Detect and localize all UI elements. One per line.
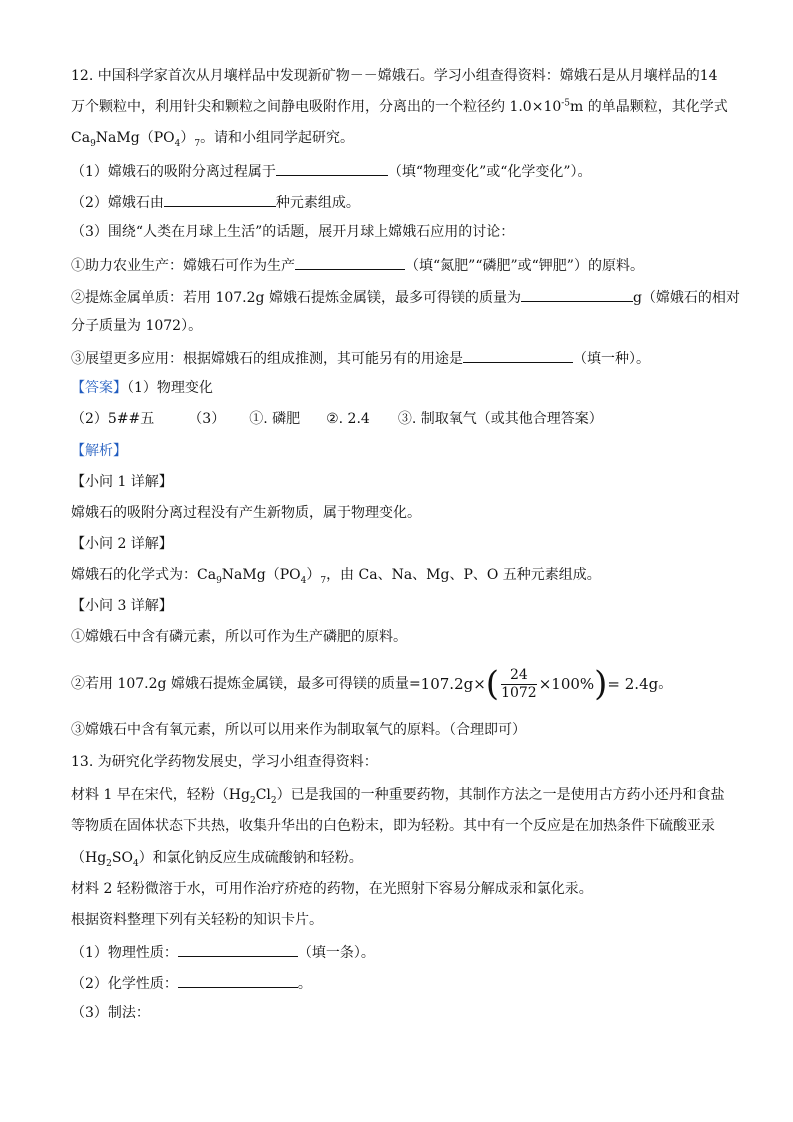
fraction [501, 667, 537, 702]
q12-stem-text-2a: 万个颗粒中，利用针尖和颗粒之间静电吸附作用，分离出的一个粒径约 1.0×10 [71, 99, 562, 115]
q13-part1-text-b: （填一条）。 [297, 945, 375, 961]
q12-stem-line1 [71, 66, 718, 86]
q12-part3-3 [71, 347, 650, 369]
q13-material1-line3 [71, 848, 363, 868]
answer-line-2 [71, 409, 603, 429]
q12-formula-paren: ） [180, 130, 195, 146]
q13-m1-sub2: 2 [270, 795, 277, 806]
sub2-text-d: ，由 Ca、Na、Mg、P、O 五种元素组成。 [326, 567, 601, 583]
q12-stem-text-2b: m 的单晶颗粒，其化学式 [570, 99, 728, 115]
sub3-2-result: = 2.4g [607, 675, 659, 693]
q12-formula-sub2: 4 [174, 138, 181, 149]
q12-part3-2-cont [71, 316, 202, 336]
q13-m2-text: 材料 2 轻粉微溶于水，可用作治疗疥疮的药物，在光照射下容易分解成汞和氯化汞。 [71, 881, 593, 897]
answer-line [71, 378, 213, 398]
q12-part3-2-text-c: 分子质量为 1072）。 [71, 318, 203, 334]
q12-stem-text-1: 12. 中国科学家首次从月壤样品中发现新矿物－－嫦娥石。学习小组查得资料：嫦娥石是从月壤样品的14 [71, 68, 718, 84]
sub2-text-a: 嫦娥石的化学式为：Ca [71, 567, 217, 583]
sub3-2-formula-line [71, 664, 672, 704]
q13-m1-line3-a: （Hg [71, 850, 107, 866]
answer-part2: （2）5##五 [71, 411, 155, 427]
q13-part2-blank[interactable] [178, 972, 298, 988]
answer-part3-2: ②. 2.4 [326, 411, 370, 427]
sub2-formula-sub1: 9 [216, 575, 222, 586]
sub3-2-mass: 107.2g [420, 675, 474, 693]
sub3-2-end: 。 [658, 676, 673, 692]
answer-tag: 【答案】 [71, 380, 127, 396]
q13-stem-text: 13. 为研究化学药物发展史，学习小组查得资料： [71, 754, 378, 770]
q12-part3-2-blank[interactable] [521, 286, 633, 302]
q12-stem-line2 [71, 97, 728, 117]
analysis-tag: 【解析】 [71, 443, 127, 459]
analysis-tag-line [71, 441, 127, 461]
q12-part1-blank[interactable] [276, 160, 388, 176]
q12-part3 [71, 222, 514, 242]
fraction-numerator: 24 [501, 667, 537, 685]
q12-part2-text-a: （2）嫦娥石由 [71, 195, 164, 211]
q13-part3-text: （3）制法： [71, 1005, 150, 1021]
q13-material2-line [71, 879, 593, 899]
q12-part3-3-text-b: （填一种）。 [573, 351, 650, 367]
sub3-2-text-a: ②若用 107.2g 嫦娥石提炼金属镁，最多可得镁的质量= [71, 676, 421, 692]
q13-m1-line3-sub2: 4 [132, 858, 139, 869]
q12-part3-1-blank[interactable] [295, 254, 405, 270]
q13-m1-line3-c: ）和氯化钠反应生成硫酸钠和轻粉。 [138, 850, 363, 866]
q12-stem-text-3d: 。请和小组同学起研究。 [200, 130, 355, 146]
q13-m1-text-c: ）已是我国的一种重要药物，其制作方法之一是使用古方药小还丹和食盐 [276, 787, 725, 803]
q13-m1-text-a: 材料 1 早在宋代，轻粉（Hg [71, 787, 250, 803]
q12-exponent: -5 [561, 98, 571, 109]
answer-part3: （3） [188, 411, 226, 427]
sub3-title-line [71, 596, 173, 616]
q12-formula-sub1: 9 [90, 138, 96, 149]
answer-part1: （1）物理变化 [127, 380, 213, 396]
q13-intro-text: 根据资料整理下列有关轻粉的知识卡片。 [71, 912, 323, 928]
q13-m1-line3-b: SO [111, 850, 133, 866]
right-paren-icon: ) [594, 664, 608, 704]
q12-part3-2-text-a: ②提炼金属单质：若用 107.2g 嫦娥石提炼金属镁，最多可得镁的质量为 [71, 290, 521, 306]
q13-part1-text-a: （1）物理性质： [71, 945, 178, 961]
sub2-text-b: NaMg（PO [221, 567, 301, 583]
q13-part1-blank[interactable] [178, 941, 298, 957]
q13-material1-line2 [71, 816, 715, 836]
sub1-title-line [71, 472, 173, 492]
fraction-denominator: 1072 [501, 684, 537, 701]
sub2-text-c: ） [306, 567, 321, 583]
q13-m1-sub1: 2 [249, 795, 256, 806]
q12-part1 [71, 160, 592, 182]
sub2-text-line [71, 565, 601, 585]
sub2-formula-sub2: 4 [300, 575, 307, 586]
q12-part3-text: （3）围绕“人类在月球上生活”的话题，展开月球上嫦娥石应用的讨论： [71, 224, 515, 240]
q12-part3-2 [71, 286, 740, 308]
sub2-title-line [71, 534, 173, 554]
q12-part3-1-text-b: （填“氮肥”“磷肥”或“钾肥”）的原料。 [405, 258, 644, 274]
answer-part3-1: ①. 磷肥 [249, 411, 301, 427]
q12-formula-ca: Ca [71, 130, 91, 146]
q12-formula-sub3: 7 [194, 138, 201, 149]
q12-part3-3-text-a: ③展望更多应用：根据嫦娥石的组成推测，其可能另有的用途是 [71, 351, 463, 367]
sub3-3-line [71, 720, 526, 740]
q12-part2-blank[interactable] [164, 191, 276, 207]
q12-part3-1-text-a: ①助力农业生产：嫦娥石可作为生产 [71, 258, 295, 274]
sub3-1-line [71, 627, 407, 647]
q12-part1-text-a: （1）嫦娥石的吸附分离过程属于 [71, 164, 276, 180]
q13-m1-line3-sub1: 2 [106, 858, 112, 869]
q13-m1-line2-text: 等物质在固体状态下共热，收集升华出的白色粉末，即为轻粉。其中有一个反应是在加热条件下硫酸亚汞 [71, 818, 715, 834]
sub2-formula-sub3: 7 [320, 575, 327, 586]
q12-stem-line3 [71, 128, 354, 148]
q13-intro-line [71, 910, 323, 930]
sub1-title: 【小问 1 详解】 [71, 474, 173, 490]
left-paren-icon: ( [485, 664, 500, 704]
sub3-1-text: ①嫦娥石中含有磷元素，所以可作为生产磷肥的原料。 [71, 629, 407, 645]
sub3-3-text: ③嫦娥石中含有氧元素，所以可以用来作为制取氧气的原料。（合理即可） [71, 722, 526, 738]
sub1-text-line [71, 503, 421, 523]
q13-part2 [71, 972, 312, 994]
q13-m1-text-b: Cl [255, 787, 271, 803]
answer-part3-3: ③. 制取氧气（或其他合理答案） [397, 411, 603, 427]
q12-part2 [71, 191, 360, 213]
q13-stem-line [71, 752, 378, 772]
q12-formula-namgpo: NaMg（PO [95, 130, 175, 146]
q13-material1-line1 [71, 785, 725, 805]
sub3-2-times: × [473, 675, 486, 693]
q12-part1-text-b: （填“物理变化”或“化学变化”）。 [387, 164, 592, 180]
q12-part3-2-text-b: g（嫦娥石的相对 [632, 290, 740, 306]
q13-part2-text-b: 。 [297, 976, 312, 992]
q13-part1 [71, 941, 375, 963]
q12-part3-1 [71, 254, 644, 276]
sub3-2-percent: ×100% [538, 675, 595, 693]
sub2-title: 【小问 2 详解】 [71, 536, 173, 552]
q13-part3 [71, 1003, 150, 1023]
sub1-text: 嫦娥石的吸附分离过程没有产生新物质，属于物理变化。 [71, 505, 421, 521]
q12-part2-text-b: 种元素组成。 [275, 195, 360, 211]
q12-part3-3-blank[interactable] [463, 347, 573, 363]
q13-part2-text-a: （2）化学性质： [71, 976, 178, 992]
sub3-title: 【小问 3 详解】 [71, 598, 173, 614]
